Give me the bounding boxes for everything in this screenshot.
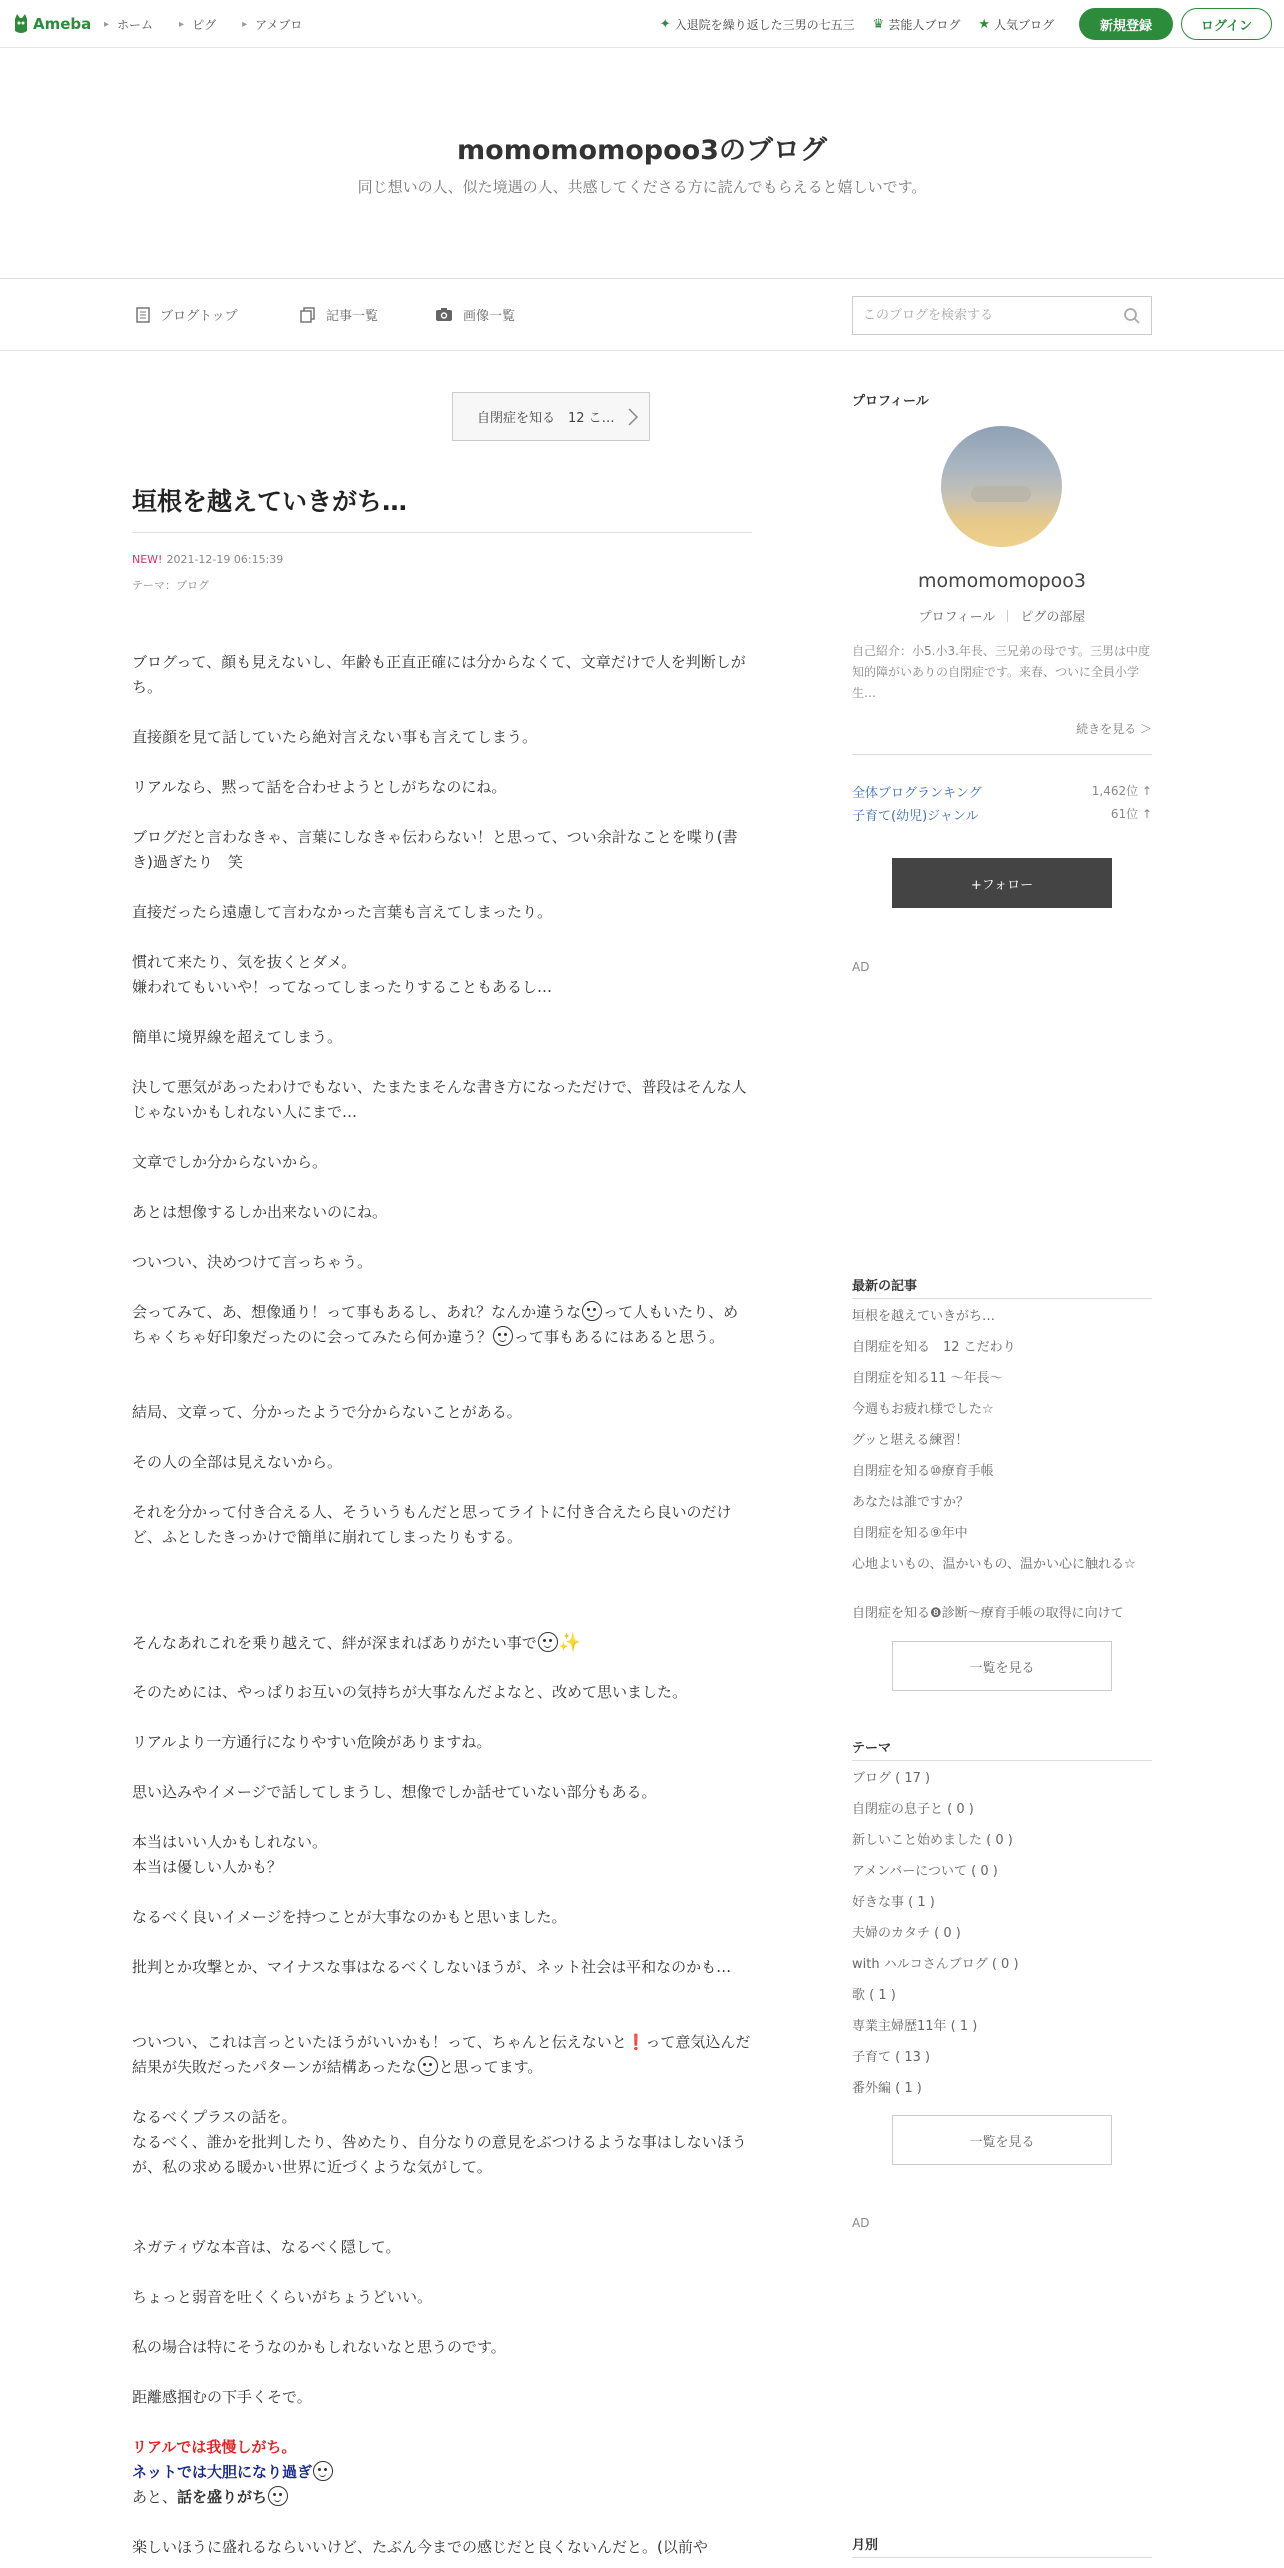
subnav-images-label: 画像一覧 [463, 309, 516, 324]
crown-icon: ♛ [872, 16, 885, 32]
latest-article-item[interactable]: 自閉症を知る❽診断〜療育手帳の取得に向けて [852, 1606, 1124, 1621]
subnav-articles[interactable] [300, 305, 378, 324]
line: って意気込んだ結果が失敗だったパターンが結構あったな [132, 2033, 751, 2076]
theme-item[interactable]: 専業主婦歴11年 ( 1 ) [852, 2019, 978, 2034]
face-emoji-icon [538, 1632, 558, 1652]
profile-intro: 自己紹介：小5.小3.年長、三兄弟の母です。三男は中度知的障がいありの自閉症です。来春、ついに全員小学生… [852, 644, 1150, 700]
paragraph [132, 2030, 752, 2080]
paragraph: リアルなら、黙って話を合わせようとしがちなのにね。 [132, 778, 507, 796]
header-link-popular[interactable] [978, 16, 1054, 33]
latest-article-item[interactable]: 今週もお疲れ様でした☆ [852, 1402, 994, 1417]
paragraph: ネガティヴな本音は、なるべく隠して。 [132, 2238, 401, 2256]
paragraph: 文章でしか分からないから。 [132, 1153, 328, 1171]
paragraph: ちょっと弱音を吐くくらいがちょうどいい。 [132, 2288, 433, 2306]
theme-item[interactable]: 子育て ( 13 ) [852, 2050, 931, 2065]
camera-icon [435, 307, 453, 322]
theme-item[interactable]: 歌 ( 1 ) [852, 1988, 896, 2003]
pigg-room-link[interactable]: ピグの部屋 [1020, 610, 1086, 625]
search-icon[interactable] [1123, 307, 1141, 325]
nav-ameblo[interactable] [242, 16, 302, 33]
subnav-blog-top[interactable] [136, 305, 238, 324]
line: ついつい、これは言っといたほうがいいかも！って、ちゃんと伝えないと [132, 2033, 627, 2051]
header-link-featured[interactable] [660, 16, 855, 33]
follow-button[interactable]: +フォロー [892, 858, 1112, 908]
blog-description: 同じ想いの人、似た境遇の人、共感してくださる方に読んでもらえると嬉しいです。 [357, 178, 927, 196]
search-input[interactable] [853, 297, 1113, 334]
ranking-label: 全体ブログランキング [852, 786, 982, 801]
global-nav [104, 0, 328, 48]
monthly-heading: 月別 [852, 2538, 879, 2553]
latest-heading: 最新の記事 [852, 1279, 918, 1294]
paragraph: 私の場合は特にそうなのかもしれないなと思うのです。 [132, 2338, 506, 2356]
nav-pigg[interactable] [179, 16, 216, 33]
theme-item[interactable]: 夫婦のカタチ ( 0 ) [852, 1926, 961, 1941]
ranking-value: 61位 ↑ [1110, 807, 1152, 821]
paragraph: 直接だったら遠慮して言わなかった言葉も言えてしまったり。 [132, 903, 553, 921]
header-link-celebrity-label: 芸能人ブログ [888, 17, 961, 32]
theme-item[interactable]: 番外編 ( 1 ) [852, 2081, 922, 2096]
paragraph [132, 950, 752, 1000]
line: って事もあるにはあると思う。 [514, 1328, 725, 1346]
prev-article-button[interactable] [452, 392, 650, 441]
nav-home[interactable] [104, 16, 153, 33]
paragraph: その人の全部は見えないから。 [132, 1453, 343, 1471]
latest-article-item[interactable]: 垣根を越えていきがち… [852, 1309, 996, 1324]
line: 嫌われてもいいや！ってなってしまったりすることもあるし… [132, 978, 553, 996]
ad-label: AD [852, 2216, 870, 2230]
chevron-right-icon: ▸ [179, 18, 185, 30]
face-emoji-icon [313, 2461, 333, 2481]
line: 本当は優しい人かも？ [132, 1858, 283, 1876]
emphasis-bold: 話を盛りがち [177, 2488, 268, 2506]
latest-article-item[interactable]: 心地よいもの、温かいもの、温かい心に触れる☆ [852, 1557, 1136, 1572]
sparkle-icon: ✦ [659, 16, 671, 32]
latest-article-item[interactable]: 自閉症を知る11 〜年長〜 [852, 1371, 1003, 1386]
sidebar-divider [852, 1298, 1152, 1299]
latest-article-item[interactable]: あなたは誰ですか？ [852, 1495, 970, 1510]
ranking-value: 1,462位 ↑ [1091, 784, 1152, 798]
theme-link[interactable]: ブログ [176, 579, 209, 592]
blog-search [852, 296, 1152, 335]
ameba-mascot-icon [12, 13, 30, 35]
read-more-link[interactable]: 続きを見る ＞ [1076, 722, 1152, 736]
sidebar-divider [852, 754, 1152, 755]
latest-article-item[interactable]: 自閉症を知る⑩療育手帳 [852, 1464, 994, 1479]
paragraph [132, 1300, 752, 1350]
theme-item[interactable]: 新しいこと始めました ( 0 ) [852, 1833, 1013, 1848]
paragraph: 簡単に境界線を超えてしまう。 [132, 1028, 343, 1046]
subnav-blog-top-label: ブログトップ [160, 309, 238, 324]
paragraph: リアルより一方通行になりやすい危険がありますね。 [132, 1733, 492, 1751]
sidebar-divider [852, 2557, 1152, 2558]
theme-item[interactable]: ブログ ( 17 ) [852, 1771, 931, 1786]
line: あと、 [132, 2488, 178, 2506]
subnav-images[interactable] [435, 305, 515, 324]
face-emoji-icon [418, 2056, 438, 2076]
line: なるべく、誰かを批判したり、咎めたり、自分なりの意見をぶつけるような事はしないほうが、私の求める暖かい世界に近づくような気がして。 [132, 2133, 747, 2176]
chevron-right-icon: ▸ [104, 18, 110, 30]
latest-article-item[interactable]: 自閉症を知る⑨年中 [852, 1526, 968, 1541]
register-button[interactable]: 新規登録 [1079, 8, 1173, 40]
article-theme [132, 577, 209, 593]
chevron-right-icon [627, 407, 639, 427]
profile-heading: プロフィール [852, 394, 929, 409]
latest-see-all-button[interactable]: 一覧を見る [892, 1641, 1112, 1691]
header-link-featured-label: 入退院を繰り返した三男の七五三 [674, 17, 855, 32]
document-icon [136, 307, 150, 323]
subnav-articles-label: 記事一覧 [326, 309, 379, 324]
article-title[interactable]: 垣根を越えていきがち… [132, 487, 408, 516]
latest-article-item[interactable]: 自閉症を知る 12 こだわり [852, 1340, 1016, 1355]
paragraph: 思い込みやイメージで話してしまうし、想像でしか話せていない部分もある。 [132, 1783, 657, 1801]
login-button[interactable]: ログイン [1181, 8, 1272, 40]
sparkle-emoji-icon: ✨ [558, 1632, 582, 1653]
paragraph: 直接顔を見て話していたら絶対言えない事も言えてしまう。 [132, 728, 538, 746]
paragraph: ついつい、決めつけて言っちゃう。 [132, 1253, 373, 1271]
paragraph: ブログだと言わなきゃ、言葉にしなきゃ伝わらない！と思って、つい余計なことを喋り(書き)過ぎたり 笑 [132, 828, 738, 871]
paragraph [132, 2435, 752, 2510]
ad-label: AD [852, 960, 870, 974]
paragraph: あとは想像するしか出来ないのにね。 [132, 1203, 388, 1221]
exclamation-emoji-icon: ❗ [626, 2033, 646, 2051]
paragraph: ブログって、顔も見えないし、年齢も正直正確には分からなくて、文章だけで人を判断しがち。 [132, 653, 746, 696]
face-emoji-icon [582, 1301, 602, 1321]
line: そんなあれこれを乗り越えて、絆が深まればありがたい事で [132, 1634, 537, 1652]
line: 慣れて来たり、気を抜くとダメ。 [132, 953, 357, 971]
theme-item[interactable]: 自閉症の息子と ( 0 ) [852, 1802, 974, 1817]
paragraph [132, 1830, 752, 1880]
ranking-overall[interactable] [852, 782, 1152, 801]
ameba-logo[interactable] [12, 12, 91, 36]
face-emoji-icon [268, 2486, 288, 2506]
blog-title[interactable]: momomomopoo3のブログ [457, 135, 827, 166]
emphasis-navy: ネットでは大胆になり過ぎ [132, 2463, 313, 2481]
divider [1007, 610, 1008, 622]
profile-username[interactable]: momomomopoo3 [918, 570, 1086, 592]
paragraph: なるべく良いイメージを持つことが大事なのかもと思いました。 [132, 1908, 567, 1926]
theme-item[interactable]: アメンバーについて ( 0 ) [852, 1864, 998, 1879]
paragraph: それを分かって付き合える人、そういうもんだと思ってライトに付き合えたら良いのだけど、ふとしたきっかけで簡単に崩れてしまったりもする。 [132, 1503, 732, 1546]
profile-links [852, 606, 1152, 625]
blog-subnav [0, 279, 1284, 351]
paragraph: 距離感掴むの下手くそで。 [132, 2388, 312, 2406]
line: なるべくプラスの話を。 [132, 2108, 297, 2126]
article-meta [132, 553, 283, 566]
theme-heading: テーマ [852, 1741, 892, 1756]
sidebar-divider [852, 1760, 1152, 1761]
nav-pigg-label: ピグ [192, 17, 217, 32]
nav-ameblo-label: アメブロ [255, 17, 303, 32]
line: 本当はいい人かもしれない。 [132, 1833, 328, 1851]
ranking-label: 子育て(幼児)ジャンル [852, 809, 979, 824]
paragraph: 楽しいほうに盛れるならいいけど、たぶん今までの感じだと良くないんだと。(以前や [132, 2538, 708, 2556]
header-link-celebrity[interactable] [873, 16, 961, 33]
logo-text: Ameba [33, 15, 92, 33]
paragraph [132, 1630, 752, 1656]
theme-prefix: テーマ： [132, 579, 176, 592]
profile-link[interactable]: プロフィール [918, 610, 996, 625]
emphasis-red: リアルでは我慢しがち。 [132, 2438, 297, 2456]
new-badge: NEW! [132, 553, 163, 566]
chevron-right-icon: ▸ [242, 18, 248, 30]
paragraph: そのためには、やっぱりお互いの気持ちが大事なんだよなと、改めて思いました。 [132, 1683, 688, 1701]
article-date: 2021-12-19 06:15:39 [166, 553, 284, 566]
line: 会ってみて、あ、想像通り！って事もあるし、あれ？なんか違うな [132, 1303, 582, 1321]
title-divider [132, 532, 752, 533]
line: と思ってます。 [438, 2058, 543, 2076]
paragraph: 結局、文章って、分かったようで分からないことがある。 [132, 1403, 522, 1421]
ranking-genre[interactable] [852, 805, 1152, 824]
paragraph: 決して悪気があったわけでもない、たまたまそんな書き方になっただけで、普段はそんな人じゃないかもしれない人にまで… [132, 1078, 747, 1121]
avatar[interactable] [941, 426, 1062, 547]
prev-article-label: 自閉症を知る 12 こ… [477, 411, 615, 426]
nav-home-label: ホーム [117, 17, 154, 32]
latest-article-item[interactable]: グッと堪える練習！ [852, 1433, 969, 1448]
theme-item[interactable]: with ハルコさんブログ ( 0 ) [852, 1957, 1019, 1972]
theme-see-all-button[interactable]: 一覧を見る [892, 2115, 1112, 2165]
header-link-popular-label: 人気ブログ [993, 17, 1054, 32]
global-header [0, 0, 1284, 48]
theme-item[interactable]: 好きな事 ( 1 ) [852, 1895, 935, 1910]
header-links [642, 0, 1054, 48]
star-icon: ★ [978, 16, 990, 32]
paragraph: 批判とか攻撃とか、マイナスな事はなるべくしないほうが、ネット社会は平和なのかも… [132, 1958, 732, 1976]
paragraph [132, 2105, 752, 2180]
line: って人もいたり、めちゃくちゃ好印象だったのに会ってみたら何か違う？ [132, 1303, 739, 1346]
copy-icon [300, 307, 316, 323]
face-emoji-icon [493, 1326, 513, 1346]
